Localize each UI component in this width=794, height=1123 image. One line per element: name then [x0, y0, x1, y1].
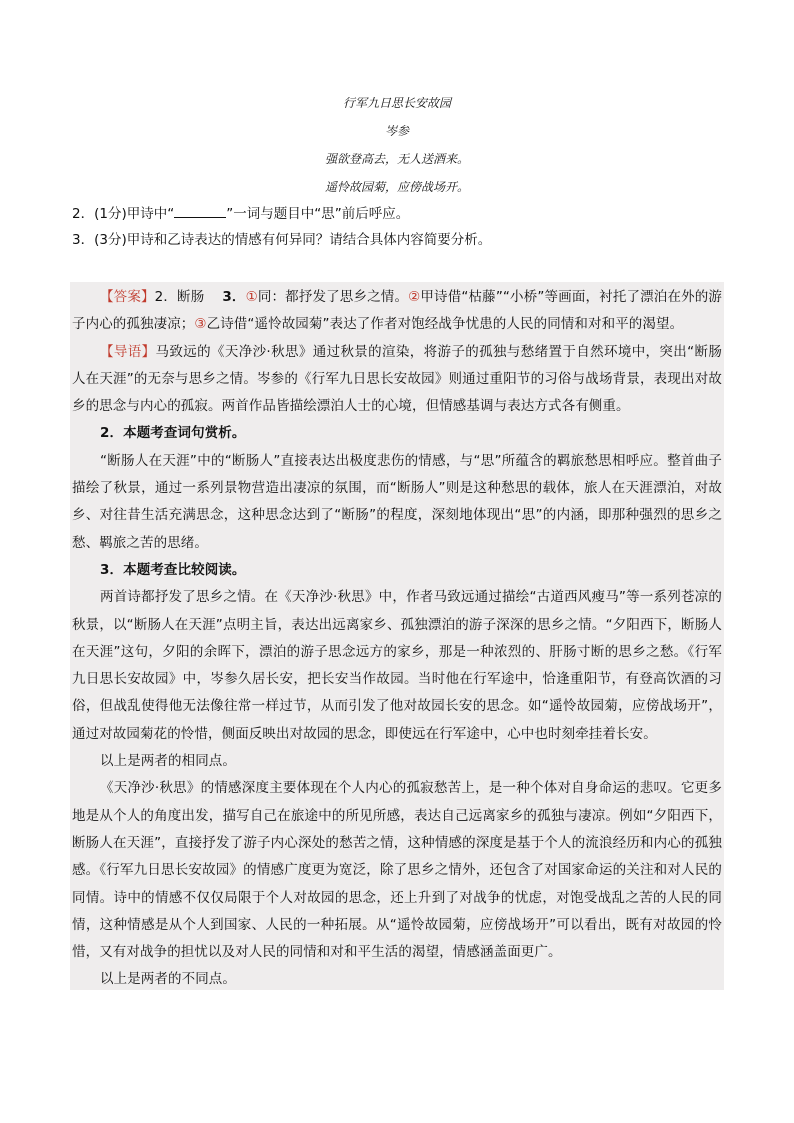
answer-point-3: 乙诗借“遥怜故园菊”表达了作者对饱经战争忧患的人民的同情和对和平的渴望。 [206, 316, 684, 333]
circle-number-3: ③ [194, 316, 207, 333]
diff-points-note: 以上是两者的不同点。 [100, 971, 236, 988]
poem-line-1: 强欲登高去，无人送酒来。 [324, 152, 469, 166]
question-2 [72, 203, 409, 225]
question-2-prefix: 2．(1分)甲诗中“ [72, 206, 175, 222]
answer-panel [70, 282, 724, 990]
answer-blank [174, 204, 226, 218]
guide-tag: 【导语】 [100, 343, 156, 360]
guide-paragraph [72, 339, 722, 421]
poem-author: 岑参 [384, 124, 409, 138]
guide-text: 马致远的《天净沙·秋思》通过秋景的渲染，将游子的孤独与愁绪置于自然环境中，突出“断肠人在天涯”的无奈与思乡之情。岑参的《行军九日思长安故园》则通过重阳节的习俗与战场背景，表现出对故乡的思念与内心的孤寂。两首作品皆描绘漂泊人士的心境，但情感基调与表达方式各有侧重。 [72, 343, 723, 415]
same-points-note: 以上是两者的相同点。 [100, 753, 236, 770]
poem-line-2: 遥怜故园菊，应傍战场开。 [324, 180, 469, 194]
answer-point-2: 甲诗借“枯藤”“小桥”等画面，衬托了漂泊在外的游子内心的孤独凄凉； [72, 289, 723, 333]
poem-block [0, 94, 794, 206]
answer-paragraph [72, 284, 722, 339]
question-3: 3．(3分)甲诗和乙诗表达的情感有何异同？请结合具体内容简要分析。 [72, 232, 492, 248]
answer-point-1: 同：都抒发了思乡之情。 [257, 289, 409, 305]
explain-heading-3: 3．本题考查比较阅读。 [100, 561, 246, 578]
explain-paragraph-3a: 两首诗都抒发了思乡之情。在《天净沙·秋思》中，作者马致远通过描绘“古道西风瘦马”等一系列苍凉的秋景，以“断肠人在天涯”点明主旨，表达出远离家乡、孤独漂泊的游子深深的思乡之情。“夕阳西下，断肠人在天涯”这句，夕阳的余晖下，漂泊的游子思念远方的家乡，那是一种浓烈的、肝肠寸断的思乡之愁。《行军九日思长安故园》中，岑参久居长安，把长安当作故园。当时他在行军途中，恰逢重阳节，有登高饮酒的习俗，但战乱使得他无法像往常一样过节，从而引发了他对故园长安的思念。如“遥怜故园菊，应傍战场开”，通过对故园菊花的怜惜，侧面反映出对故园的思念，即使远在行军途中，心中也时刻牵挂着长安。 [72, 589, 722, 742]
circle-number-2: ② [408, 289, 421, 305]
explain-paragraph-3b: 《天净沙·秋思》的情感深度主要体现在个人内心的孤寂愁苦上，是一种个体对自身命运的悲叹。它更多地是从个人的角度出发，描写自己在旅途中的所见所感，表达自己远离家乡的孤独与凄凉。例如“夕阳西下，断肠人在天涯”，直接抒发了游子内心深处的愁苦之情，这种情感的深度是基于个人的流浪经历和内心的孤独感。《行军九日思长安故园》的情感广度更为宽泛，除了思乡之情外，还包含了对国家命运的关注和对人民的同情。诗中的情感不仅仅局限于个人对故园的思念，还上升到了对战争的忧虑，对饱受战乱之苦的人民的同情，这种情感是从个人到国家、人民的一种拓展。从“遥怜故园菊，应傍战场开”可以看出，既有对故园的怜惜，又有对战争的担忧以及对人民的同情和对和平生活的渴望，情感涵盖面更广。 [72, 780, 722, 961]
poem-title: 行军九日思长安故园 [342, 96, 451, 110]
explain-heading-2: 2．本题考查词句赏析。 [100, 425, 246, 442]
answer-tag: 【答案】 [100, 289, 155, 305]
question-2-suffix: ”一词与题目中“思”前后呼应。 [226, 206, 410, 222]
answer-q2: 2．断肠 [154, 289, 205, 305]
answer-q3-number: 3． [222, 289, 246, 305]
circle-number-1: ① [245, 289, 258, 305]
explain-paragraph-2: “断肠人在天涯”中的“断肠人”直接表达出极度悲伤的情感，与“思”所蕴含的羁旅愁思相呼应。整首曲子描绘了秋景，通过一系列景物营造出凄凉的氛围，而“断肠人”则是这种愁思的载体，旅人在天涯漂泊，对故乡、对往昔生活充满思念，这种思念达到了“断肠”的程度，深刻地体现出“思”的内涵，即那种强烈的思乡之愁、羁旅之苦的思绪。 [72, 452, 722, 551]
